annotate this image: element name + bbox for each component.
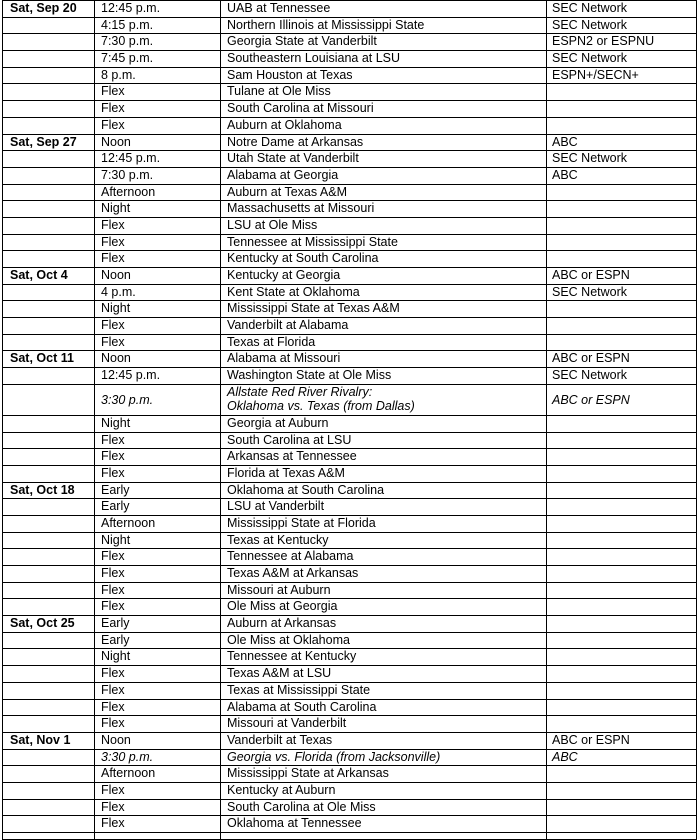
kickoff-time-cell: Noon (95, 732, 221, 749)
date-cell: Sat, Nov 1 (3, 732, 95, 749)
schedule-row (3, 499, 697, 516)
date-cell: Sat, Oct 11 (3, 351, 95, 368)
kickoff-time-cell: 12:45 p.m. (95, 151, 221, 168)
network-cell (547, 649, 697, 666)
schedule-row (3, 368, 697, 385)
matchup-cell: Texas at Florida (221, 334, 547, 351)
date-cell (3, 201, 95, 218)
matchup-cell: Alabama at Georgia (221, 167, 547, 184)
network-cell (547, 782, 697, 799)
kickoff-time-cell: Flex (95, 582, 221, 599)
kickoff-time-cell: Afternoon (95, 184, 221, 201)
schedule-row (3, 201, 697, 218)
network-cell (547, 632, 697, 649)
network-cell (547, 799, 697, 816)
date-cell (3, 34, 95, 51)
matchup-cell: South Carolina at LSU (221, 432, 547, 449)
schedule-row (3, 432, 697, 449)
network-cell (547, 432, 697, 449)
kickoff-time-cell: Flex (95, 782, 221, 799)
date-cell (3, 499, 95, 516)
kickoff-time-cell: Early (95, 499, 221, 516)
date-cell (3, 84, 95, 101)
date-cell (3, 582, 95, 599)
kickoff-time-cell: Flex (95, 599, 221, 616)
matchup-cell: Georgia State at Vanderbilt (221, 34, 547, 51)
schedule-table (2, 0, 697, 840)
network-cell (547, 101, 697, 118)
network-cell (547, 599, 697, 616)
schedule-row (3, 334, 697, 351)
kickoff-time-cell: Noon (95, 351, 221, 368)
network-cell (547, 449, 697, 466)
matchup-cell: Auburn at Arkansas (221, 616, 547, 633)
date-cell (3, 415, 95, 432)
matchup-cell: Alabama at Missouri (221, 351, 547, 368)
kickoff-time-cell: 7:45 p.m. (95, 51, 221, 68)
schedule-row (3, 134, 697, 151)
schedule-row (3, 284, 697, 301)
date-cell (3, 549, 95, 566)
date-cell (3, 167, 95, 184)
date-cell (3, 384, 95, 415)
network-cell: ESPN+/SECN+ (547, 67, 697, 84)
kickoff-time-cell: 7:30 p.m. (95, 167, 221, 184)
kickoff-time-cell: 4 p.m. (95, 284, 221, 301)
network-cell: SEC Network (547, 284, 697, 301)
matchup-cell: Tennessee at Alabama (221, 549, 547, 566)
date-cell (3, 318, 95, 335)
network-cell (547, 217, 697, 234)
date-cell (3, 234, 95, 251)
cut-off-row (3, 833, 697, 840)
schedule-row (3, 449, 697, 466)
date-cell: Sat, Sep 20 (3, 1, 95, 18)
kickoff-time-cell: 4:15 p.m. (95, 17, 221, 34)
date-cell (3, 599, 95, 616)
date-cell (3, 284, 95, 301)
matchup-cell: Mississippi State at Florida (221, 515, 547, 532)
date-cell (3, 151, 95, 168)
matchup-cell: Missouri at Vanderbilt (221, 716, 547, 733)
network-cell (547, 301, 697, 318)
schedule-row (3, 1, 697, 18)
date-cell (3, 334, 95, 351)
network-cell (547, 515, 697, 532)
kickoff-time-cell: Night (95, 415, 221, 432)
date-cell (3, 217, 95, 234)
matchup-cell: Oklahoma at Tennessee (221, 816, 547, 833)
kickoff-time-cell: Night (95, 201, 221, 218)
schedule-row (3, 101, 697, 118)
schedule-row (3, 666, 697, 683)
kickoff-time-cell: Flex (95, 716, 221, 733)
network-cell (547, 318, 697, 335)
date-cell (3, 301, 95, 318)
network-cell (547, 532, 697, 549)
kickoff-time-cell: Flex (95, 117, 221, 134)
matchup-cell: LSU at Ole Miss (221, 217, 547, 234)
matchup-cell: Missouri at Auburn (221, 582, 547, 599)
matchup-cell: Kent State at Oklahoma (221, 284, 547, 301)
network-cell: ABC or ESPN (547, 732, 697, 749)
kickoff-time-cell: Night (95, 301, 221, 318)
schedule-row (3, 301, 697, 318)
kickoff-time-cell: Flex (95, 217, 221, 234)
matchup-cell: South Carolina at Ole Miss (221, 799, 547, 816)
schedule-row (3, 582, 697, 599)
network-cell: SEC Network (547, 51, 697, 68)
kickoff-time-cell: Early (95, 616, 221, 633)
network-cell: ABC or ESPN (547, 351, 697, 368)
network-cell (547, 666, 697, 683)
kickoff-time-cell: 12:45 p.m. (95, 368, 221, 385)
schedule-row (3, 318, 697, 335)
matchup-cell: Georgia vs. Florida (from Jacksonville) (221, 749, 547, 766)
matchup-detail-line: Oklahoma vs. Texas (from Dallas) (227, 398, 415, 413)
date-cell (3, 566, 95, 583)
schedule-row (3, 482, 697, 499)
schedule-row (3, 816, 697, 833)
matchup-cell: Mississippi State at Texas A&M (221, 301, 547, 318)
network-cell (547, 201, 697, 218)
empty-cell (95, 833, 221, 840)
network-cell (547, 84, 697, 101)
schedule-row (3, 649, 697, 666)
kickoff-time-cell: Flex (95, 465, 221, 482)
schedule-row (3, 732, 697, 749)
date-cell: Sat, Sep 27 (3, 134, 95, 151)
network-cell (547, 582, 697, 599)
schedule-row (3, 699, 697, 716)
date-cell (3, 449, 95, 466)
schedule-row (3, 268, 697, 285)
kickoff-time-cell: 12:45 p.m. (95, 1, 221, 18)
matchup-cell: Georgia at Auburn (221, 415, 547, 432)
kickoff-time-cell: Night (95, 649, 221, 666)
network-cell (547, 482, 697, 499)
matchup-cell: Massachusetts at Missouri (221, 201, 547, 218)
network-cell: ABC (547, 749, 697, 766)
schedule-row (3, 251, 697, 268)
matchup-cell: Kentucky at Georgia (221, 268, 547, 285)
schedule-row (3, 217, 697, 234)
schedule-row (3, 782, 697, 799)
matchup-cell: Washington State at Ole Miss (221, 368, 547, 385)
schedule-row (3, 151, 697, 168)
date-cell (3, 766, 95, 783)
network-cell (547, 334, 697, 351)
date-cell (3, 465, 95, 482)
matchup-cell: Sam Houston at Texas (221, 67, 547, 84)
schedule-row (3, 384, 697, 415)
matchup-cell: Kentucky at Auburn (221, 782, 547, 799)
matchup-cell: Ole Miss at Georgia (221, 599, 547, 616)
network-cell (547, 699, 697, 716)
kickoff-time-cell: Afternoon (95, 766, 221, 783)
schedule-row (3, 84, 697, 101)
matchup-cell: South Carolina at Missouri (221, 101, 547, 118)
schedule-row (3, 34, 697, 51)
schedule-row (3, 682, 697, 699)
network-cell: ABC or ESPN (547, 268, 697, 285)
network-cell (547, 816, 697, 833)
schedule-row (3, 67, 697, 84)
date-cell (3, 816, 95, 833)
network-cell (547, 184, 697, 201)
schedule-row (3, 599, 697, 616)
matchup-cell: Kentucky at South Carolina (221, 251, 547, 268)
kickoff-time-cell: 8 p.m. (95, 67, 221, 84)
matchup-cell: Auburn at Texas A&M (221, 184, 547, 201)
empty-cell (221, 833, 547, 840)
schedule-row (3, 351, 697, 368)
kickoff-time-cell: Noon (95, 268, 221, 285)
matchup-cell: Vanderbilt at Alabama (221, 318, 547, 335)
date-cell (3, 716, 95, 733)
schedule-row (3, 549, 697, 566)
network-cell (547, 117, 697, 134)
kickoff-time-cell: Flex (95, 799, 221, 816)
schedule-row (3, 515, 697, 532)
network-cell (547, 465, 697, 482)
matchup-cell: Arkansas at Tennessee (221, 449, 547, 466)
network-cell: ABC (547, 134, 697, 151)
date-cell (3, 432, 95, 449)
network-cell (547, 616, 697, 633)
matchup-cell: Notre Dame at Arkansas (221, 134, 547, 151)
empty-cell (3, 833, 95, 840)
network-cell (547, 415, 697, 432)
empty-cell (547, 833, 697, 840)
network-cell: ABC or ESPN (547, 384, 697, 415)
schedule-row (3, 532, 697, 549)
matchup-cell: Florida at Texas A&M (221, 465, 547, 482)
matchup-cell (221, 384, 547, 415)
network-cell (547, 716, 697, 733)
network-cell (547, 499, 697, 516)
date-cell: Sat, Oct 25 (3, 616, 95, 633)
schedule-row (3, 234, 697, 251)
date-cell (3, 649, 95, 666)
schedule-row (3, 566, 697, 583)
kickoff-time-cell: 7:30 p.m. (95, 34, 221, 51)
kickoff-time-cell: Night (95, 532, 221, 549)
date-cell (3, 17, 95, 34)
matchup-cell: UAB at Tennessee (221, 1, 547, 18)
matchup-cell: Auburn at Oklahoma (221, 117, 547, 134)
kickoff-time-cell: Flex (95, 449, 221, 466)
kickoff-time-cell: Noon (95, 134, 221, 151)
date-cell (3, 632, 95, 649)
date-cell (3, 666, 95, 683)
date-cell (3, 184, 95, 201)
date-cell (3, 251, 95, 268)
kickoff-time-cell: Afternoon (95, 515, 221, 532)
network-cell (547, 549, 697, 566)
matchup-cell: Oklahoma at South Carolina (221, 482, 547, 499)
matchup-cell: Vanderbilt at Texas (221, 732, 547, 749)
network-cell: SEC Network (547, 151, 697, 168)
kickoff-time-cell: 3:30 p.m. (95, 749, 221, 766)
date-cell (3, 782, 95, 799)
date-cell (3, 699, 95, 716)
schedule-row (3, 465, 697, 482)
matchup-cell: LSU at Vanderbilt (221, 499, 547, 516)
network-cell: ABC (547, 167, 697, 184)
network-cell: ESPN2 or ESPNU (547, 34, 697, 51)
schedule-row (3, 632, 697, 649)
kickoff-time-cell: Flex (95, 234, 221, 251)
kickoff-time-cell: Flex (95, 101, 221, 118)
kickoff-time-cell: Flex (95, 549, 221, 566)
matchup-cell: Texas A&M at LSU (221, 666, 547, 683)
schedule-row (3, 799, 697, 816)
network-cell: SEC Network (547, 368, 697, 385)
kickoff-time-cell: Flex (95, 666, 221, 683)
kickoff-time-cell: Flex (95, 432, 221, 449)
kickoff-time-cell: Flex (95, 566, 221, 583)
kickoff-time-cell: Early (95, 482, 221, 499)
kickoff-time-cell: Flex (95, 334, 221, 351)
kickoff-time-cell: Flex (95, 251, 221, 268)
schedule-row (3, 766, 697, 783)
matchup-cell: Northern Illinois at Mississippi State (221, 17, 547, 34)
kickoff-time-cell: Early (95, 632, 221, 649)
schedule-row (3, 184, 697, 201)
kickoff-time-cell: Flex (95, 84, 221, 101)
matchup-cell: Tulane at Ole Miss (221, 84, 547, 101)
matchup-cell: Tennessee at Mississippi State (221, 234, 547, 251)
schedule-row (3, 616, 697, 633)
matchup-cell: Texas at Kentucky (221, 532, 547, 549)
date-cell (3, 682, 95, 699)
schedule-row (3, 749, 697, 766)
network-cell (547, 682, 697, 699)
network-cell: SEC Network (547, 17, 697, 34)
matchup-cell: Texas A&M at Arkansas (221, 566, 547, 583)
schedule-body (3, 1, 697, 840)
network-cell (547, 566, 697, 583)
schedule-row (3, 51, 697, 68)
schedule-row (3, 716, 697, 733)
date-cell (3, 532, 95, 549)
date-cell (3, 117, 95, 134)
date-cell: Sat, Oct 18 (3, 482, 95, 499)
date-cell (3, 749, 95, 766)
date-cell (3, 67, 95, 84)
date-cell (3, 101, 95, 118)
matchup-cell: Texas at Mississippi State (221, 682, 547, 699)
matchup-cell: Utah State at Vanderbilt (221, 151, 547, 168)
schedule-row (3, 117, 697, 134)
date-cell: Sat, Oct 4 (3, 268, 95, 285)
matchup-cell: Tennessee at Kentucky (221, 649, 547, 666)
schedule-row (3, 415, 697, 432)
schedule-row (3, 17, 697, 34)
kickoff-time-cell: 3:30 p.m. (95, 384, 221, 415)
date-cell (3, 51, 95, 68)
matchup-title-line: Allstate Red River Rivalry: (227, 384, 373, 399)
date-cell (3, 799, 95, 816)
network-cell (547, 234, 697, 251)
kickoff-time-cell: Flex (95, 318, 221, 335)
network-cell (547, 766, 697, 783)
kickoff-time-cell: Flex (95, 816, 221, 833)
matchup-cell: Ole Miss at Oklahoma (221, 632, 547, 649)
matchup-cell: Mississippi State at Arkansas (221, 766, 547, 783)
date-cell (3, 368, 95, 385)
network-cell (547, 251, 697, 268)
schedule-row (3, 167, 697, 184)
network-cell: SEC Network (547, 1, 697, 18)
kickoff-time-cell: Flex (95, 699, 221, 716)
kickoff-time-cell: Flex (95, 682, 221, 699)
matchup-cell: Southeastern Louisiana at LSU (221, 51, 547, 68)
date-cell (3, 515, 95, 532)
matchup-cell: Alabama at South Carolina (221, 699, 547, 716)
